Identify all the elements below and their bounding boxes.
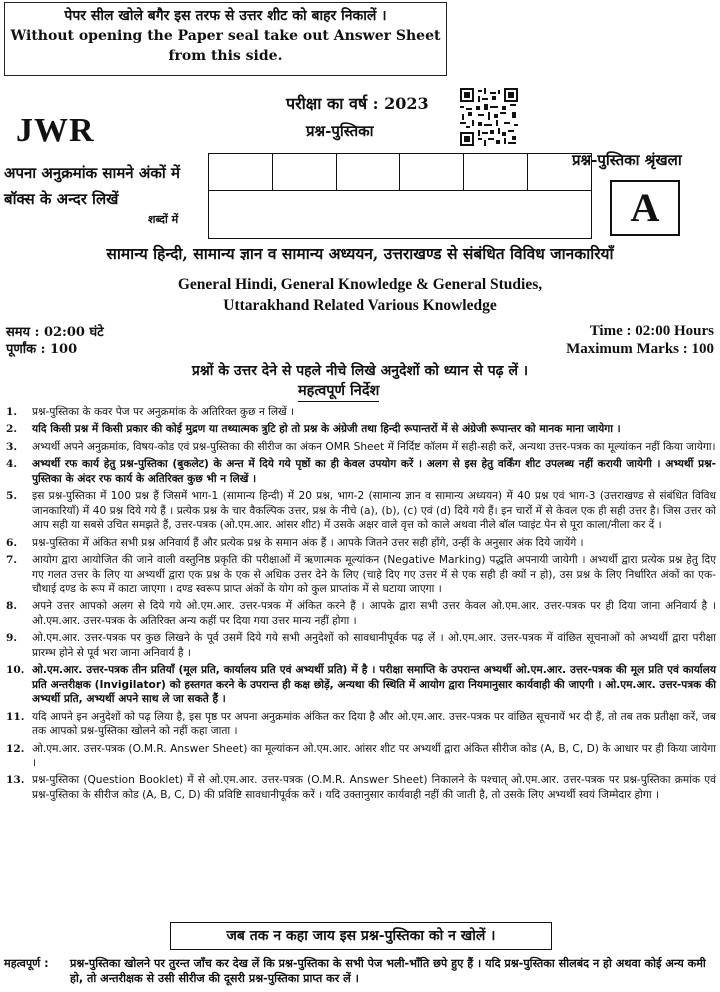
booklet-code: JWR [16,112,95,149]
series-label: प्रश्न-पुस्तिका श्रृंखला [572,151,682,169]
series-code-box: A [610,180,680,236]
instructions-intro: प्रश्नों के उत्तर देने से पहले नीचे लिखे अनुदेशों को ध्यान से पढ़ लें । [191,363,529,379]
instruction-item: 13. प्रश्न-पुस्तिका (Question Booklet) में से ओ.एम.आर. उत्तर-पत्रक (O.M.R. Answer Sheet) निकालने के पश्चात् ओ.एम.आर. उत्तर-पत्रक पर प्रश्न-पुस्तिका क्रमांक एवं प्रश्न-पुस्तिका के सीरीज कोड (A, B, C, D) की प्रविष्टि सावधानीपूर्वक करें । यदि उक्तानुसार कार्यवाही नहीं की जाती है, तो उसके लिए अभ्यर्थी स्वयं जिम्मेदार होगा । [6,774,716,801]
instruction-item: 11. यदि आपने इन अनुदेशों को पढ़ लिया है, इस पृष्ठ पर अपना अनुक्रमांक अंकित कर दिया है और ओ.एम.आर. उत्तर-पत्रक पर वांछित सूचनायें भर दी हैं, तो तब तक प्रतीक्षा करें, जब तक आपको प्रश्न-पुस्तिका खोलने को नहीं कहा जाता । [6,710,716,738]
roll-digit-box[interactable] [209,154,273,190]
subject-english-line2: Uttarakhand Related Various Knowledge [223,297,497,314]
instruction-item: 3. अभ्यर्थी अपने अनुक्रमांक, विषय-कोड एवं प्रश्न-पुस्तिका की सीरीज का अंकन OMR Sheet में निर्दिष्ट कॉलम में सही-सही करें, अन्यथा उत्तर-पत्रक का मूल्यांकन नहीं किया जायेगा। [6,440,716,453]
instruction-item: 1. प्रश्न-पुस्तिका के कवर पेज पर अनुक्रमांक के अतिरिक्त कुछ न लिखें । [6,406,295,418]
instruction-item: 8. अपने उत्तर आपको अलग से दिये गये ओ.एम.आर. उत्तर-पत्रक में अंकित करने हैं । आपके द्वारा सभी उत्तर केवल ओ.एम.आर. उत्तर-पत्रक पर ही दिया जाना अनिवार्य है । ओ.एम.आर. उत्तर-पत्रक के अतिरिक्त अन्य कहीं पर दिया गया उत्तर मान्य नहीं होगा । [6,600,716,627]
time-hindi: समय : 02:00 घंटे [6,325,104,340]
subject-title-hindi: सामान्य हिन्दी, सामान्य ज्ञान व सामान्य अध्ययन, उत्तराखण्ड से संबंधित विविध जानकारियाँ [106,244,614,263]
time-english: Time : 02:00 Hours [589,323,714,339]
roll-digit-box[interactable] [400,154,464,190]
roll-digit-box[interactable] [464,154,528,190]
instruction-item: 7. आयोग द्वारा आयोजित की जाने वाली वस्तुनिष्ठ प्रकृति की परीक्षाओं में ऋणात्मक मूल्यांकन (Negative Marking) पद्धति अपनायी जायेगी । अभ्यर्थी द्वारा प्रत्येक प्रश्न हेतु दिए गए गलत उत्तर के लिए या अभ्यर्थी द्वारा एक प्रश्न के एक से अधिक उत्तर देने के लिए (चाहे दिए गए उत्तर में से एक सही ही क्यों न हो), उस प्रश्न के लिए निर्धारित अंकों का एक-चौथाई दण्ड के रूप में काटा जाएगा । दण्ड स्वरूप प्राप्त अंकों के योग को कुल प्राप्तांक में से घटाया जाएगा । [6,554,716,595]
instruction-item: 4. अभ्यर्थी रफ कार्य हेतु प्रश्न-पुस्तिका (बुकलेट) के अन्त में दिये गये पृष्ठों का ही केवल उपयोग करें । अलग से इस हेतु वर्किंग शीट उपलब्ध नहीं करायी जायेगी । अभ्यर्थी प्रश्न-पुस्तिका के अंदर रफ कार्य के अतिरिक्त कुछ भी न लिखें । [6,458,716,485]
seal-text-hindi: पेपर सील खोले बगैर इस तरफ से उत्तर शीट को बाहर निकालें । [64,8,387,24]
roll-digit-box[interactable] [337,154,401,190]
do-not-open-notice: जब तक न कहा जाय इस प्रश्न-पुस्तिका को न खोलें । [170,922,552,950]
instruction-item: 10. ओ.एम.आर. उत्तर-पत्रक तीन प्रतियाँ (मूल प्रति, कार्यालय प्रति एवं अभ्यर्थी प्रति) में है । परीक्षा समाप्ति के उपरान्त अभ्यर्थी ओ.एम.आर. उत्तर-पत्रक की मूल प्रति एवं कार्यालय प्रति अन्तरीक्षक (Invigilator) को हस्तगत करने के उपरान्त ही कक्ष छोड़ें, अन्यथा की स्थिति में आयोग द्वारा नियमानुसार कार्यवाही की जाएगी । ओ.एम.आर. उत्तर-पत्रक की अभ्यर्थी प्रति, अभ्यर्थी अपने साथ ले जा सकते हैं । [6,664,716,706]
time-marks-hindi [6,324,104,358]
roll-digit-boxes [209,154,591,191]
instructions-title: महत्वपूर्ण निर्देश [298,380,379,402]
marks-hindi: पूर्णांक : 100 [6,342,78,357]
marks-english: Maximum Marks : 100 [566,341,714,357]
important-note [4,956,716,986]
roll-number-grid[interactable] [208,153,592,239]
booklet-title: प्रश्न-पुस्तिका [306,122,374,140]
subject-title-english [0,274,720,316]
roll-digit-box[interactable] [273,154,337,190]
exam-year: परीक्षा का वर्ष : 2023 [286,94,429,113]
roll-label-line1: अपना अनुक्रमांक सामने अंकों में [4,164,180,182]
seal-instruction-box [4,2,447,76]
instructions-list [6,405,716,805]
important-label: महत्वपूर्ण : [4,957,49,970]
roll-label-line2: बॉक्स के अन्दर लिखें [4,190,119,208]
time-marks-english [566,322,714,358]
instruction-item: 6. प्रश्न-पुस्तिका में अंकित सभी प्रश्न अनिवार्य हैं और प्रत्येक प्रश्न के समान अंक हैं । आपके जितने उत्तर सही होंगे, उन्हीं के अनुसार अंक दिये जायेंगे । [6,536,584,549]
roll-words-label: शब्दों में [148,213,179,226]
important-text: प्रश्न-पुस्तिका खोलने पर तुरन्त जाँच कर देख लें कि प्रश्न-पुस्तिका के सभी पेज भली-भाँति छपे हुए हैं । यदि प्रश्न-पुस्तिका सीलबंद न हो अथवा कोई अन्य कमी हो, तो अन्तरीक्षक से उसी सीरीज की दूसरी प्रश्न-पुस्तिका प्राप्त कर लें । [70,957,706,985]
instruction-item: 5. इस प्रश्न-पुस्तिका में 100 प्रश्न हैं जिसमें भाग-1 (सामान्य हिन्दी) में 20 प्रश्न, भाग-2 (सामान्य ज्ञान व सामान्य अध्ययन) में 40 प्रश्न एवं भाग-3 (उत्तराखण्ड से संबंधित विविध जानकारियाँ) में 40 प्रश्न दिये गये हैं । प्रत्येक प्रश्न के चार वैकल्पिक उत्तर, प्रश्न के नीचे (a), (b), (c) एवं (d) दिये गये हैं। इन चारों में से केवल एक ही सही उत्तर है। जिस उत्तर को आप सही या सबसे उचित समझते हैं, उत्तर-पत्रक (ओ.एम.आर. आंसर शीट) में उसके अक्षर वाले वृत्त को काले अथवा नीले बॉल प्वाइंट पेन से पूरा काला/नीला कर दें । [6,490,716,532]
seal-text-english: Without opening the Paper seal take out Answer Sheet [10,28,441,44]
roll-number-label [4,160,180,212]
seal-text-english-2: from this side. [168,48,283,64]
qr-code-icon [460,88,518,146]
instruction-item: 9. ओ.एम.आर. उत्तर-पत्रक पर कुछ लिखने के पूर्व उसमें दिये गये सभी अनुदेशों को सावधानीपूर्वक पढ़ लें । ओ.एम.आर. उत्तर-पत्रक में वांछित सूचनाओं को अभ्यर्थी द्वारा परीक्षा प्रारम्भ होने से पूर्व भरा जाना अनिवार्य है । [6,632,716,659]
instruction-item: 12. ओ.एम.आर. उत्तर-पत्रक (O.M.R. Answer Sheet) का मूल्यांकन ओ.एम.आर. आंसर शीट पर अभ्यर्थी द्वारा अंकित सीरीज कोड (A, B, C, D) के आधार पर ही किया जायेगा । [6,742,716,769]
instruction-item: 2. यदि किसी प्रश्न में किसी प्रकार की कोई मुद्रण या तथ्यात्मक त्रुटि हो तो प्रश्न के अंग्रेजी तथा हिन्दी रूपान्तरों में से अंग्रेजी रूपान्तर को मानक माना जायेगा । [6,423,621,436]
subject-english-line1: General Hindi, General Knowledge & General Studies, [177,276,543,293]
